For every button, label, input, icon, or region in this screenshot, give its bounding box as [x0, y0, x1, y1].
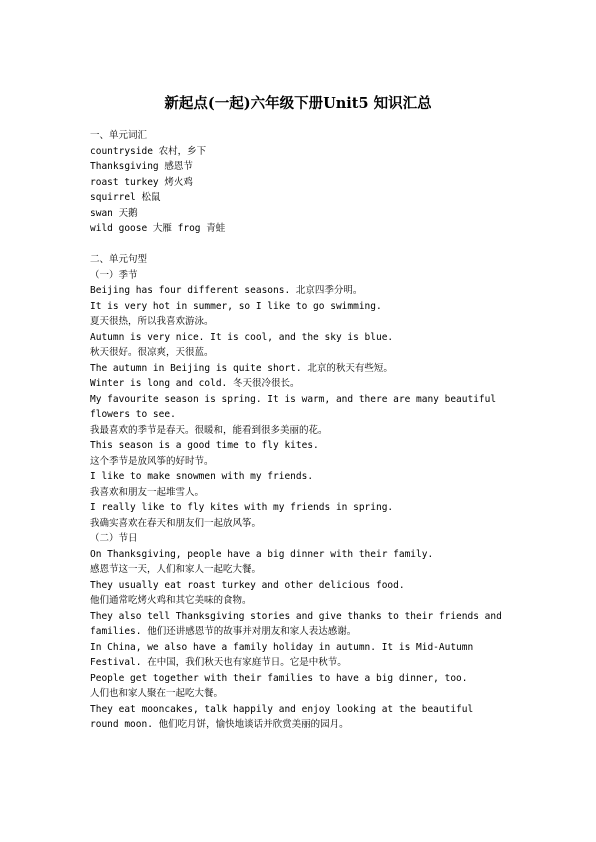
sentence-line: In China, we also have a family holiday in autumn. It is Mid-Autumn: [90, 641, 474, 653]
vocab-line: countryside 农村，乡下: [90, 145, 207, 157]
sentence-line: Beijing has four different seasons. 北京四季分明。: [90, 285, 363, 296]
sentence-line: They usually eat roast turkey and other delicious food.: [90, 579, 405, 591]
seasons-sentences: [90, 283, 510, 531]
vocab-line: roast turkey 烤火鸡: [90, 176, 193, 188]
sentence-line: On Thanksgiving, people have a big dinner with their family.: [90, 548, 434, 560]
sentence-line: 他们通常吃烤火鸡和其它美味的食物。: [90, 595, 252, 606]
section-heading-sentences: 二、单元句型: [90, 254, 148, 265]
document-title: 新起点(一起)六年级下册Unit5 知识汇总: [164, 95, 432, 112]
sentence-line: 夏天很热，所以我喜欢游泳。: [90, 316, 214, 327]
sentence-line: I like to make snowmen with my friends.: [90, 471, 314, 482]
document-body: [90, 128, 510, 733]
sentence-line: I really like to fly kites with my friends in spring.: [90, 502, 394, 513]
sentence-line: Festival. 在中国，我们秋天也有家庭节日。它是中秋节。: [90, 657, 347, 668]
sentence-line: This season is a good time to fly kites.: [90, 440, 319, 451]
sentence-line: They eat mooncakes, talk happily and enjoy looking at the beautiful: [90, 703, 474, 715]
sentence-line: 感恩节这一天，人们和家人一起吃大餐。: [90, 564, 262, 575]
spacer: [90, 237, 510, 253]
sentence-line: 我最喜欢的季节是春天。很暖和，能看到很多美丽的花。: [90, 424, 328, 436]
sentence-line: 我喜欢和朋友一起堆雪人。: [90, 486, 205, 498]
subsection-heading-seasons: （一）季节: [90, 269, 138, 281]
sentence-line: 这个季节是放风筝的好时节。: [90, 455, 214, 467]
sentence-line: They also tell Thanksgiving stories and give thanks to their friends and: [90, 610, 502, 622]
vocab-line: Thanksgiving 感恩节: [90, 161, 193, 172]
vocab-line: squirrel 松鼠: [90, 192, 161, 203]
vocab-line: wild goose 大雁 frog 青蛙: [90, 223, 226, 234]
sentence-line: The autumn in Beijing is quite short. 北京的秋天有些短。: [90, 362, 393, 374]
vocab-line: swan 天鹅: [90, 207, 138, 219]
sentence-line: People get together with their families to have a big dinner, too.: [90, 672, 468, 684]
sentence-line: It is very hot in summer, so I like to go swimming.: [90, 300, 382, 312]
sentence-line: 秋天很好。很凉爽，天很蓝。: [90, 347, 214, 358]
section-heading-vocabulary: 一、单元词汇: [90, 130, 148, 141]
subsection-heading-festivals: （二）节日: [90, 533, 138, 544]
sentence-line: 我确实喜欢在春天和朋友们一起放风筝。: [90, 517, 262, 529]
sentence-line: 人们也和家人聚在一起吃大餐。: [90, 688, 224, 699]
sentence-line: families. 他们还讲感恩节的故事并对朋友和家人表达感谢。: [90, 626, 357, 637]
sentence-line: round moon. 他们吃月饼，愉快地谈话并欣赏美丽的园月。: [90, 719, 349, 730]
vocabulary-list: [90, 144, 510, 237]
sentence-line: Autumn is very nice. It is cool, and the sky is blue.: [90, 331, 394, 343]
sentence-line: flowers to see.: [90, 409, 176, 420]
sentence-line: Winter is long and cold. 冬天很冷很长。: [90, 378, 300, 389]
sentence-line: My favourite season is spring. It is warm, and there are many beautiful: [90, 393, 497, 405]
festival-sentences: [90, 547, 510, 733]
